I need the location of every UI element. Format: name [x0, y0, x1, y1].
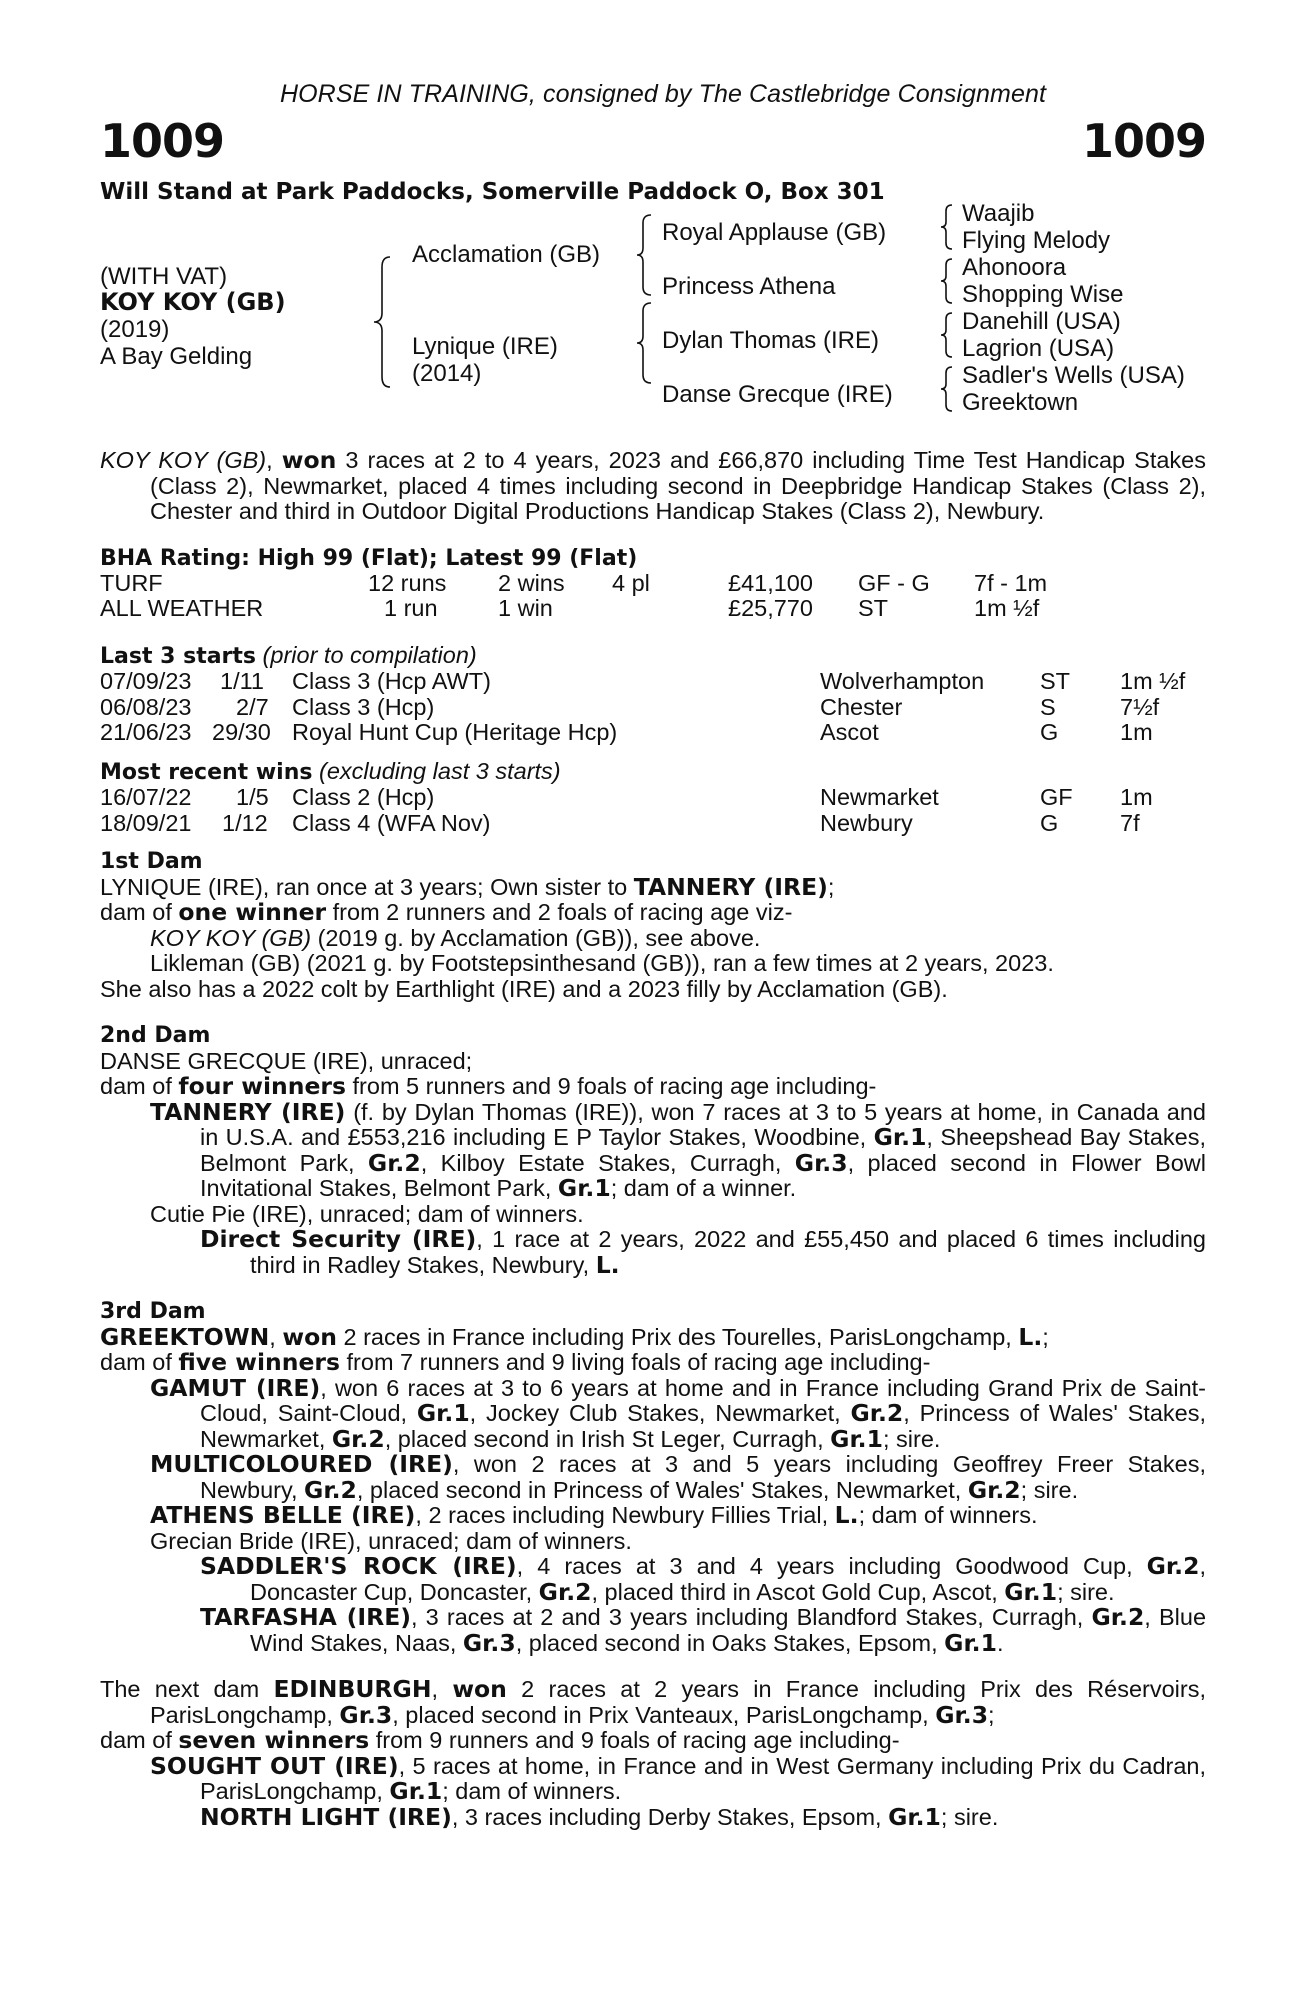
recent-wins-note: (excluding last 3 starts)	[312, 757, 561, 784]
rating-surface: TURF	[100, 569, 163, 596]
text: 2 races at 2 years in France including Prix des Réservoirs, ParisLongchamp,	[150, 1676, 1207, 1728]
win-going: GF	[1040, 784, 1073, 810]
text: , Jockey Club Stakes, Newmarket,	[469, 1400, 851, 1426]
text: dam of	[100, 1727, 179, 1753]
produce-entry	[100, 1751, 1207, 1805]
lot-number-left: 1009	[100, 114, 225, 168]
win-race: Class 2 (Hcp)	[292, 784, 435, 810]
dam-name: GREEKTOWN	[100, 1322, 270, 1351]
win-position: 1/12	[222, 809, 268, 836]
text: dam of	[100, 1349, 179, 1375]
grade: Gr.1	[416, 1399, 470, 1427]
produce-name: ATHENS BELLE (IRE)	[150, 1501, 416, 1529]
start-race: Class 3 (Hcp AWT)	[292, 668, 491, 694]
text: , 1 race at 2 years, 2022 and £55,450 and placed 6 times including third in Radley Stakes, Newbury,	[250, 1226, 1206, 1278]
ancestor-3: Ahonoora	[962, 254, 1067, 281]
grade: Gr.3	[794, 1148, 848, 1177]
win-course: Newmarket	[820, 784, 939, 810]
text: from 7 runners and 9 living foals of racing age including-	[339, 1349, 931, 1375]
second-dam-heading: 2nd Dam	[100, 1023, 211, 1048]
summary-won: won	[281, 446, 337, 474]
text: The next dam	[100, 1676, 274, 1702]
next-dam-line	[100, 1677, 1206, 1728]
rating-going: GF - G	[858, 569, 930, 596]
text: ; dam of winners.	[858, 1502, 1038, 1528]
third-dam-section	[100, 1299, 1206, 1656]
second-dam-produce-line	[100, 1074, 1206, 1100]
produce-name: SOUGHT OUT (IRE)	[150, 1751, 399, 1780]
text: 2 races in France including Prix des Tourelles, ParisLongchamp,	[336, 1323, 1019, 1350]
rating-distance: 1m ½f	[974, 595, 1040, 621]
produce-entry: Grecian Bride (IRE), unraced; dam of winners.	[150, 1527, 632, 1554]
start-race: Class 3 (Hcp)	[292, 693, 435, 720]
grade: Gr.3	[935, 1700, 989, 1729]
consignor-line: HORSE IN TRAINING, consigned by The Castlebridge Consignment	[279, 80, 1047, 108]
third-dam-heading: 3rd Dam	[100, 1299, 206, 1324]
rating-wins: 2 wins	[498, 569, 565, 596]
foaling-year: (2019)	[100, 316, 170, 343]
produce-entry	[100, 1227, 1206, 1278]
first-dam-heading: 1st Dam	[100, 849, 203, 874]
text: (f. by Dylan Thomas (IRE)), won 7 races at 3 to 5 years at home, in Canada and in U.S.A. and £553,216 including E P Taylor Stakes, Woodbine,	[200, 1098, 1206, 1150]
start-going: ST	[1040, 668, 1071, 694]
win-distance: 1m	[1120, 784, 1153, 810]
first-dam-line	[100, 872, 1206, 901]
produce-name: TARFASHA (IRE)	[200, 1603, 411, 1631]
text: ; sire.	[1057, 1578, 1115, 1605]
ancestor-4: Shopping Wise	[962, 281, 1124, 308]
win-distance: 7f	[1120, 809, 1140, 836]
start-going: G	[1040, 719, 1059, 745]
sire-sire: Royal Applause (GB)	[662, 219, 887, 246]
grade: L.	[834, 1501, 859, 1529]
rating-wins: 1 win	[498, 595, 553, 621]
text: , placed third in Ascot Gold Cup, Ascot,	[591, 1578, 1005, 1605]
dam-name: Lynique (IRE)	[412, 333, 558, 360]
rating-prize: £25,770	[728, 595, 813, 621]
produce-entry	[100, 1373, 1207, 1453]
grade: Gr.1	[944, 1628, 997, 1657]
produce-entry: Likleman (GB) (2021 g. by Footstepsinthesand (GB)), ran a few times at 2 years, 2023.	[150, 950, 1054, 976]
start-position: 1/11	[220, 668, 264, 694]
grade: Gr.2	[967, 1475, 1021, 1504]
vat-note: (WITH VAT)	[100, 263, 228, 290]
start-distance: 1m ½f	[1120, 668, 1186, 694]
text: , Sheepshead Bay Stakes, Belmont Park,	[200, 1124, 1206, 1176]
text: , placed second in Prix Vanteaux, ParisLongchamp,	[392, 1701, 936, 1728]
lot-number-row	[100, 113, 1206, 169]
rating-runs: 1 run	[384, 595, 438, 621]
start-course: Chester	[820, 693, 903, 720]
dam-dam: Danse Grecque (IRE)	[662, 381, 893, 408]
recent-wins-heading	[100, 759, 1206, 786]
start-going: S	[1040, 693, 1056, 720]
second-dam-section	[100, 1023, 1206, 1278]
win-row	[100, 785, 1206, 811]
third-dam-produce-line	[100, 1350, 1206, 1376]
horse-name: KOY KOY (GB)	[100, 288, 286, 316]
first-dam-text: dam of	[100, 899, 179, 925]
start-position: 29/30	[212, 719, 271, 745]
rating-placed: 4 pl	[612, 569, 650, 596]
win-position: 1/5	[236, 784, 269, 810]
winners-count: four winners	[178, 1072, 346, 1100]
produce-text: (2019 g. by Acclamation (GB)), see above.	[311, 924, 761, 951]
produce-name: MULTICOLOURED (IRE)	[150, 1450, 453, 1478]
grade: Gr.2	[538, 1577, 592, 1606]
first-dam-sister: TANNERY (IRE)	[633, 872, 828, 901]
text: .	[996, 1629, 1004, 1656]
produce-entry	[100, 1802, 1206, 1831]
text: ,	[431, 1676, 453, 1702]
dam-name: EDINBURGH	[273, 1675, 432, 1703]
grade: Gr.1	[389, 1777, 443, 1805]
text: , placed second in Oaks Stakes, Epsom,	[515, 1629, 945, 1656]
sire-name: Acclamation (GB)	[412, 241, 601, 268]
ancestor-1: Waajib	[962, 200, 1035, 227]
pedigree-table	[100, 200, 1206, 420]
grade: Gr.2	[331, 1424, 385, 1453]
grade: Gr.3	[339, 1700, 393, 1729]
produce-entry	[100, 1097, 1206, 1202]
win-row	[100, 811, 1206, 837]
win-going: G	[1040, 809, 1059, 836]
first-dam-section	[100, 849, 1206, 1002]
start-position: 2/7	[236, 693, 269, 720]
text: , Princess of Wales' Stakes, Newmarket,	[200, 1400, 1206, 1452]
text: , Blue Wind Stakes, Naas,	[250, 1604, 1207, 1656]
first-dam-winners: one winner	[178, 898, 327, 926]
first-dam-text: LYNIQUE (IRE), ran once at 3 years; Own sister to	[100, 873, 634, 900]
grade: Gr.1	[873, 1123, 927, 1151]
ancestor-8: Greektown	[962, 389, 1079, 416]
grade: Gr.2	[1091, 1603, 1145, 1631]
start-course: Wolverhampton	[820, 668, 985, 694]
text: , won 2 races at 3 and 5 years including Geoffrey Freer Stakes, Newbury,	[200, 1451, 1206, 1503]
rating-row	[100, 571, 1206, 597]
grade: Gr.1	[830, 1424, 883, 1453]
produce-note: She also has a 2022 colt by Earthlight (IRE) and a 2023 filly by Acclamation (GB).	[100, 975, 948, 1002]
text: ; dam of winners.	[442, 1778, 622, 1804]
grade: Gr.2	[1146, 1552, 1200, 1580]
win-date: 18/09/21	[100, 809, 192, 836]
text: ; dam of a winner.	[610, 1175, 797, 1201]
win-date: 16/07/22	[100, 784, 192, 810]
win-course: Newbury	[820, 809, 913, 836]
rating-going: ST	[858, 595, 889, 621]
text: dam of	[100, 1073, 179, 1099]
text: , 2 races including Newbury Fillies Trial,	[415, 1502, 835, 1528]
produce-name: NORTH LIGHT (IRE)	[200, 1802, 452, 1831]
text: ; sire.	[1020, 1476, 1079, 1503]
grade: L.	[1018, 1322, 1043, 1351]
grade: L.	[595, 1250, 620, 1279]
text: , 3 races including Derby Stakes, Epsom,	[451, 1803, 889, 1830]
last-starts-title: Last 3 starts	[100, 643, 257, 669]
produce-name: TANNERY (IRE)	[150, 1097, 346, 1126]
text: , 3 races at 2 and 3 years including Blandford Stakes, Curragh,	[411, 1604, 1092, 1630]
grade: Gr.3	[462, 1628, 516, 1657]
text: , placed second in Irish St Leger, Curragh,	[384, 1425, 831, 1452]
won: won	[452, 1675, 507, 1703]
ancestor-6: Lagrion (USA)	[962, 335, 1115, 362]
start-row	[100, 695, 1206, 721]
text: ; sire.	[882, 1425, 941, 1452]
start-date: 06/08/23	[100, 693, 192, 720]
text: , 5 races at home, in France and in West Germany including Prix du Cadran, ParisLongchamp,	[200, 1752, 1207, 1804]
start-distance: 1m	[1120, 719, 1153, 745]
catalogue-page	[100, 80, 1206, 1830]
produce-entry	[100, 1605, 1206, 1656]
dam-sire: Dylan Thomas (IRE)	[662, 327, 879, 354]
text: , placed second in Princess of Wales' Stakes, Newmarket,	[356, 1476, 968, 1503]
winners-count: seven winners	[178, 1726, 370, 1754]
summary-text: 3 races at 2 to 4 years, 2023 and £66,870 including Time Test Handicap Stakes (Class 2), Newmarket, placed 4 times including second in Deepbridge Handicap Stakes (Class 2), Chester and third in Outdoor Digital Productions Handicap Stakes (Class 2), Newbury.	[150, 447, 1206, 524]
next-dam-produce-line	[100, 1728, 1206, 1754]
stand-location: Will Stand at Park Paddocks, Somerville Paddock O, Box 301	[100, 179, 885, 205]
third-dam-line: GREEKTOWN, won 2 races in France including Prix des Tourelles, ParisLongchamp, L.;	[100, 1322, 1049, 1351]
text: from 5 runners and 9 foals of racing age including-	[346, 1073, 877, 1099]
text: from 9 runners and 9 foals of racing age including-	[369, 1727, 900, 1753]
last-starts-note: (prior to compilation)	[256, 641, 477, 668]
text: ;	[1042, 1323, 1049, 1350]
last-starts-heading	[100, 643, 1206, 670]
text: , 4 races at 3 and 4 years including Goodwood Cup,	[516, 1553, 1147, 1579]
first-dam-punct: ;	[827, 873, 835, 900]
start-date: 07/09/23	[100, 668, 192, 694]
start-row	[100, 669, 1206, 695]
winners-count: five winners	[178, 1348, 340, 1376]
first-dam-text: from 2 runners and 2 foals of racing age viz-	[326, 899, 793, 925]
start-row	[100, 720, 1206, 746]
produce-entry	[100, 926, 1206, 952]
rating-distance: 7f - 1m	[974, 569, 1048, 596]
produce-entry: Cutie Pie (IRE), unraced; dam of winners.	[150, 1200, 584, 1227]
text: , Kilboy Estate Stakes, Curragh,	[420, 1149, 795, 1176]
text: , won 6 races at 3 to 6 years at home and in France including Grand Prix de Saint-Cloud, Saint-Cloud,	[200, 1374, 1207, 1426]
grade: Gr.1	[1004, 1577, 1058, 1606]
ancestor-7: Sadler's Wells (USA)	[962, 362, 1185, 389]
first-dam-produce-line	[100, 900, 1206, 926]
race-summary: KOY KOY (GB), won 3 races at 2 to 4 years, 2023 and £66,870 including Time Test Handicap Stakes (Class 2), Newmarket, placed 4 times including second in Deepbridge Handicap Stakes (Class 2), Chester and third in Outdoor Digital Productions Handicap Stakes (Class 2), Newbury.	[100, 446, 1206, 524]
produce-entry	[100, 1554, 1206, 1605]
text: ;	[988, 1701, 995, 1728]
start-course: Ascot	[820, 719, 879, 745]
rating-row	[100, 596, 1206, 622]
summary-horse-name: KOY KOY (GB)	[100, 447, 267, 473]
produce-name: Direct Security (IRE)	[200, 1225, 477, 1253]
second-dam-line: DANSE GRECQUE (IRE), unraced;	[100, 1047, 473, 1074]
grade: Gr.2	[304, 1475, 357, 1504]
produce-entry	[100, 1452, 1206, 1503]
rating-runs: 12 runs	[368, 569, 447, 596]
text: , Doncaster Cup, Doncaster,	[250, 1553, 1206, 1605]
start-date: 21/06/23	[100, 719, 192, 745]
text: ; sire.	[940, 1803, 999, 1830]
recent-wins-title: Most recent wins	[100, 759, 313, 785]
start-race: Royal Hunt Cup (Heritage Hcp)	[292, 719, 618, 745]
next-dam-section	[100, 1677, 1206, 1830]
produce-entry	[100, 1503, 1206, 1529]
produce-name: SADDLER'S ROCK (IRE)	[200, 1552, 517, 1580]
horse-description: A Bay Gelding	[100, 343, 253, 370]
grade: Gr.2	[850, 1399, 904, 1427]
grade: Gr.2	[367, 1148, 421, 1177]
rating-heading: BHA Rating: High 99 (Flat); Latest 99 (Flat)	[100, 545, 638, 571]
ancestor-5: Danehill (USA)	[962, 308, 1121, 335]
dam-year: (2014)	[412, 360, 482, 387]
lot-number-right: 1009	[1081, 114, 1206, 168]
sire-dam: Princess Athena	[662, 273, 836, 300]
rating-surface: ALL WEATHER	[100, 595, 264, 621]
produce-name: GAMUT (IRE)	[150, 1373, 321, 1402]
start-distance: 7½f	[1120, 693, 1160, 720]
won: won	[282, 1322, 337, 1351]
grade: Gr.1	[888, 1802, 941, 1831]
rating-prize: £41,100	[728, 569, 813, 596]
produce-name: KOY KOY (GB)	[150, 924, 312, 951]
text: , placed second in Flower Bowl Invitational Stakes, Belmont Park,	[200, 1149, 1206, 1201]
ancestor-2: Flying Melody	[962, 227, 1111, 254]
win-race: Class 4 (WFA Nov)	[292, 809, 491, 836]
grade: Gr.1	[557, 1174, 611, 1202]
